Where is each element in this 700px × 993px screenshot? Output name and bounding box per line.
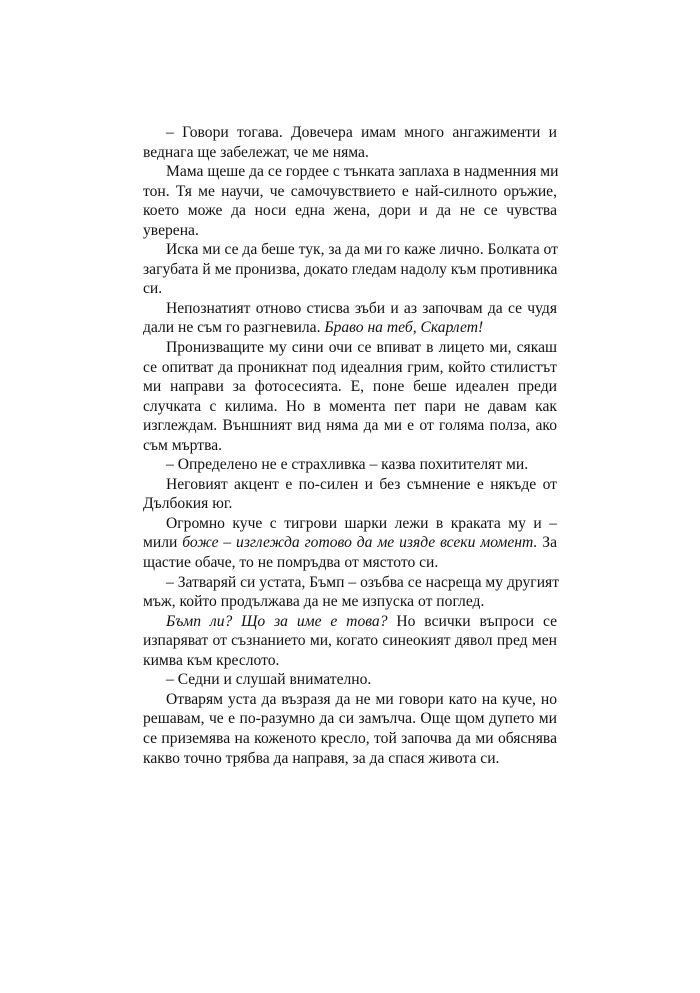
text-line: Непознатият отново стисва зъби и аз започвам да се чудя bbox=[166, 299, 557, 317]
text-line: Неговият акцент е по-силен и без съмнение е някъде от bbox=[166, 475, 557, 493]
paragraph-11 bbox=[143, 670, 557, 690]
text-line: – Определено не е страхливка – казва похитителят ми. bbox=[166, 456, 529, 474]
paragraph-6 bbox=[143, 455, 557, 475]
text-line: какво точно трябва да направя, за да спася живота си. bbox=[143, 749, 500, 767]
text-line: мъж, който продължава да не ме изпуска от поглед. bbox=[143, 593, 485, 611]
text-line: Огромно куче с тигрови шарки лежи в краката му и – bbox=[166, 514, 557, 532]
text-line bbox=[143, 612, 557, 632]
paragraph-4 bbox=[143, 299, 557, 338]
text-line: уверена. bbox=[143, 221, 199, 239]
paragraph-3 bbox=[143, 240, 557, 299]
text-line: изпаряват от съзнанието ми, когато синеокият дявол пред мен bbox=[143, 632, 557, 650]
text-line: – Седни и слушай внимателно. bbox=[166, 671, 372, 689]
text-run: Но всички въпроси се bbox=[387, 612, 557, 630]
text-line: Пронизващите му сини очи се впиват в лицето ми, сякаш bbox=[166, 339, 557, 357]
italic-text: боже – изглежда готово да ме изяде всеки момент. bbox=[182, 534, 538, 552]
paragraph-9 bbox=[143, 573, 560, 612]
text-line: Дълбокия юг. bbox=[143, 495, 233, 513]
text-line: щастие обаче, то не помръдва от мястото си. bbox=[143, 554, 439, 572]
text-line: загубата й ме пронизва, докато гледам надолу към противника bbox=[143, 260, 558, 278]
text-line: се опитват да проникнат под идеалния грим, който стилистът bbox=[143, 358, 557, 376]
text-line: ми направи за фотосесията. Е, поне беше идеален преди bbox=[143, 378, 557, 396]
text-line: Отварям уста да възразя да не ми говори като на куче, но bbox=[166, 690, 557, 708]
text-line: Иска ми се да беше тук, за да ми го каже лично. Болката от bbox=[166, 241, 558, 259]
text-line: Мама щеше да се гордее с тънката заплаха в надменния ми bbox=[166, 163, 559, 181]
paragraph-1 bbox=[143, 123, 557, 162]
paragraph-2 bbox=[143, 162, 557, 240]
italic-text: Бъмп ли? Що за име е това? bbox=[166, 612, 388, 630]
text-line: съм мъртва. bbox=[143, 436, 223, 454]
text-line: си. bbox=[143, 280, 163, 298]
text-line: случката с килима. Но в момента пет пари не давам как bbox=[143, 397, 557, 415]
italic-text: Браво на теб, Скарлет! bbox=[324, 319, 484, 337]
text-line bbox=[143, 533, 557, 553]
text-line: решавам, че е по-разумно да си замълча. Още щом дупето ми bbox=[143, 710, 557, 728]
text-line bbox=[143, 318, 557, 338]
text-line: кимва към креслото. bbox=[143, 651, 280, 669]
paragraph-10 bbox=[143, 612, 557, 671]
text-run: За bbox=[537, 534, 557, 552]
text-line: веднага ще забележат, че ме няма. bbox=[143, 143, 369, 161]
text-run: дали не съм го разгневила. bbox=[143, 319, 325, 337]
text-line: изглеждам. Външният вид няма да ми е от голяма полза, ако bbox=[143, 417, 557, 435]
paragraph-12 bbox=[143, 690, 557, 768]
paragraph-5 bbox=[143, 338, 557, 455]
text-line: – Затваряй си устата, Бъмп – озъбва се насреща му другият bbox=[166, 573, 560, 591]
text-line: – Говори тогава. Довечера имам много ангажименти и bbox=[166, 124, 557, 141]
paragraph-8 bbox=[143, 514, 557, 573]
text-line: тон. Тя ме научи, че самочувствието е най-силното оръжие, bbox=[143, 182, 557, 200]
text-line: се приземява на коженото кресло, той започва да ми обяснява bbox=[143, 729, 557, 747]
text-run: мили bbox=[143, 534, 183, 552]
text-line: което може да носи една жена, дори и да не се чувства bbox=[143, 202, 557, 220]
paragraph-7 bbox=[143, 475, 557, 514]
